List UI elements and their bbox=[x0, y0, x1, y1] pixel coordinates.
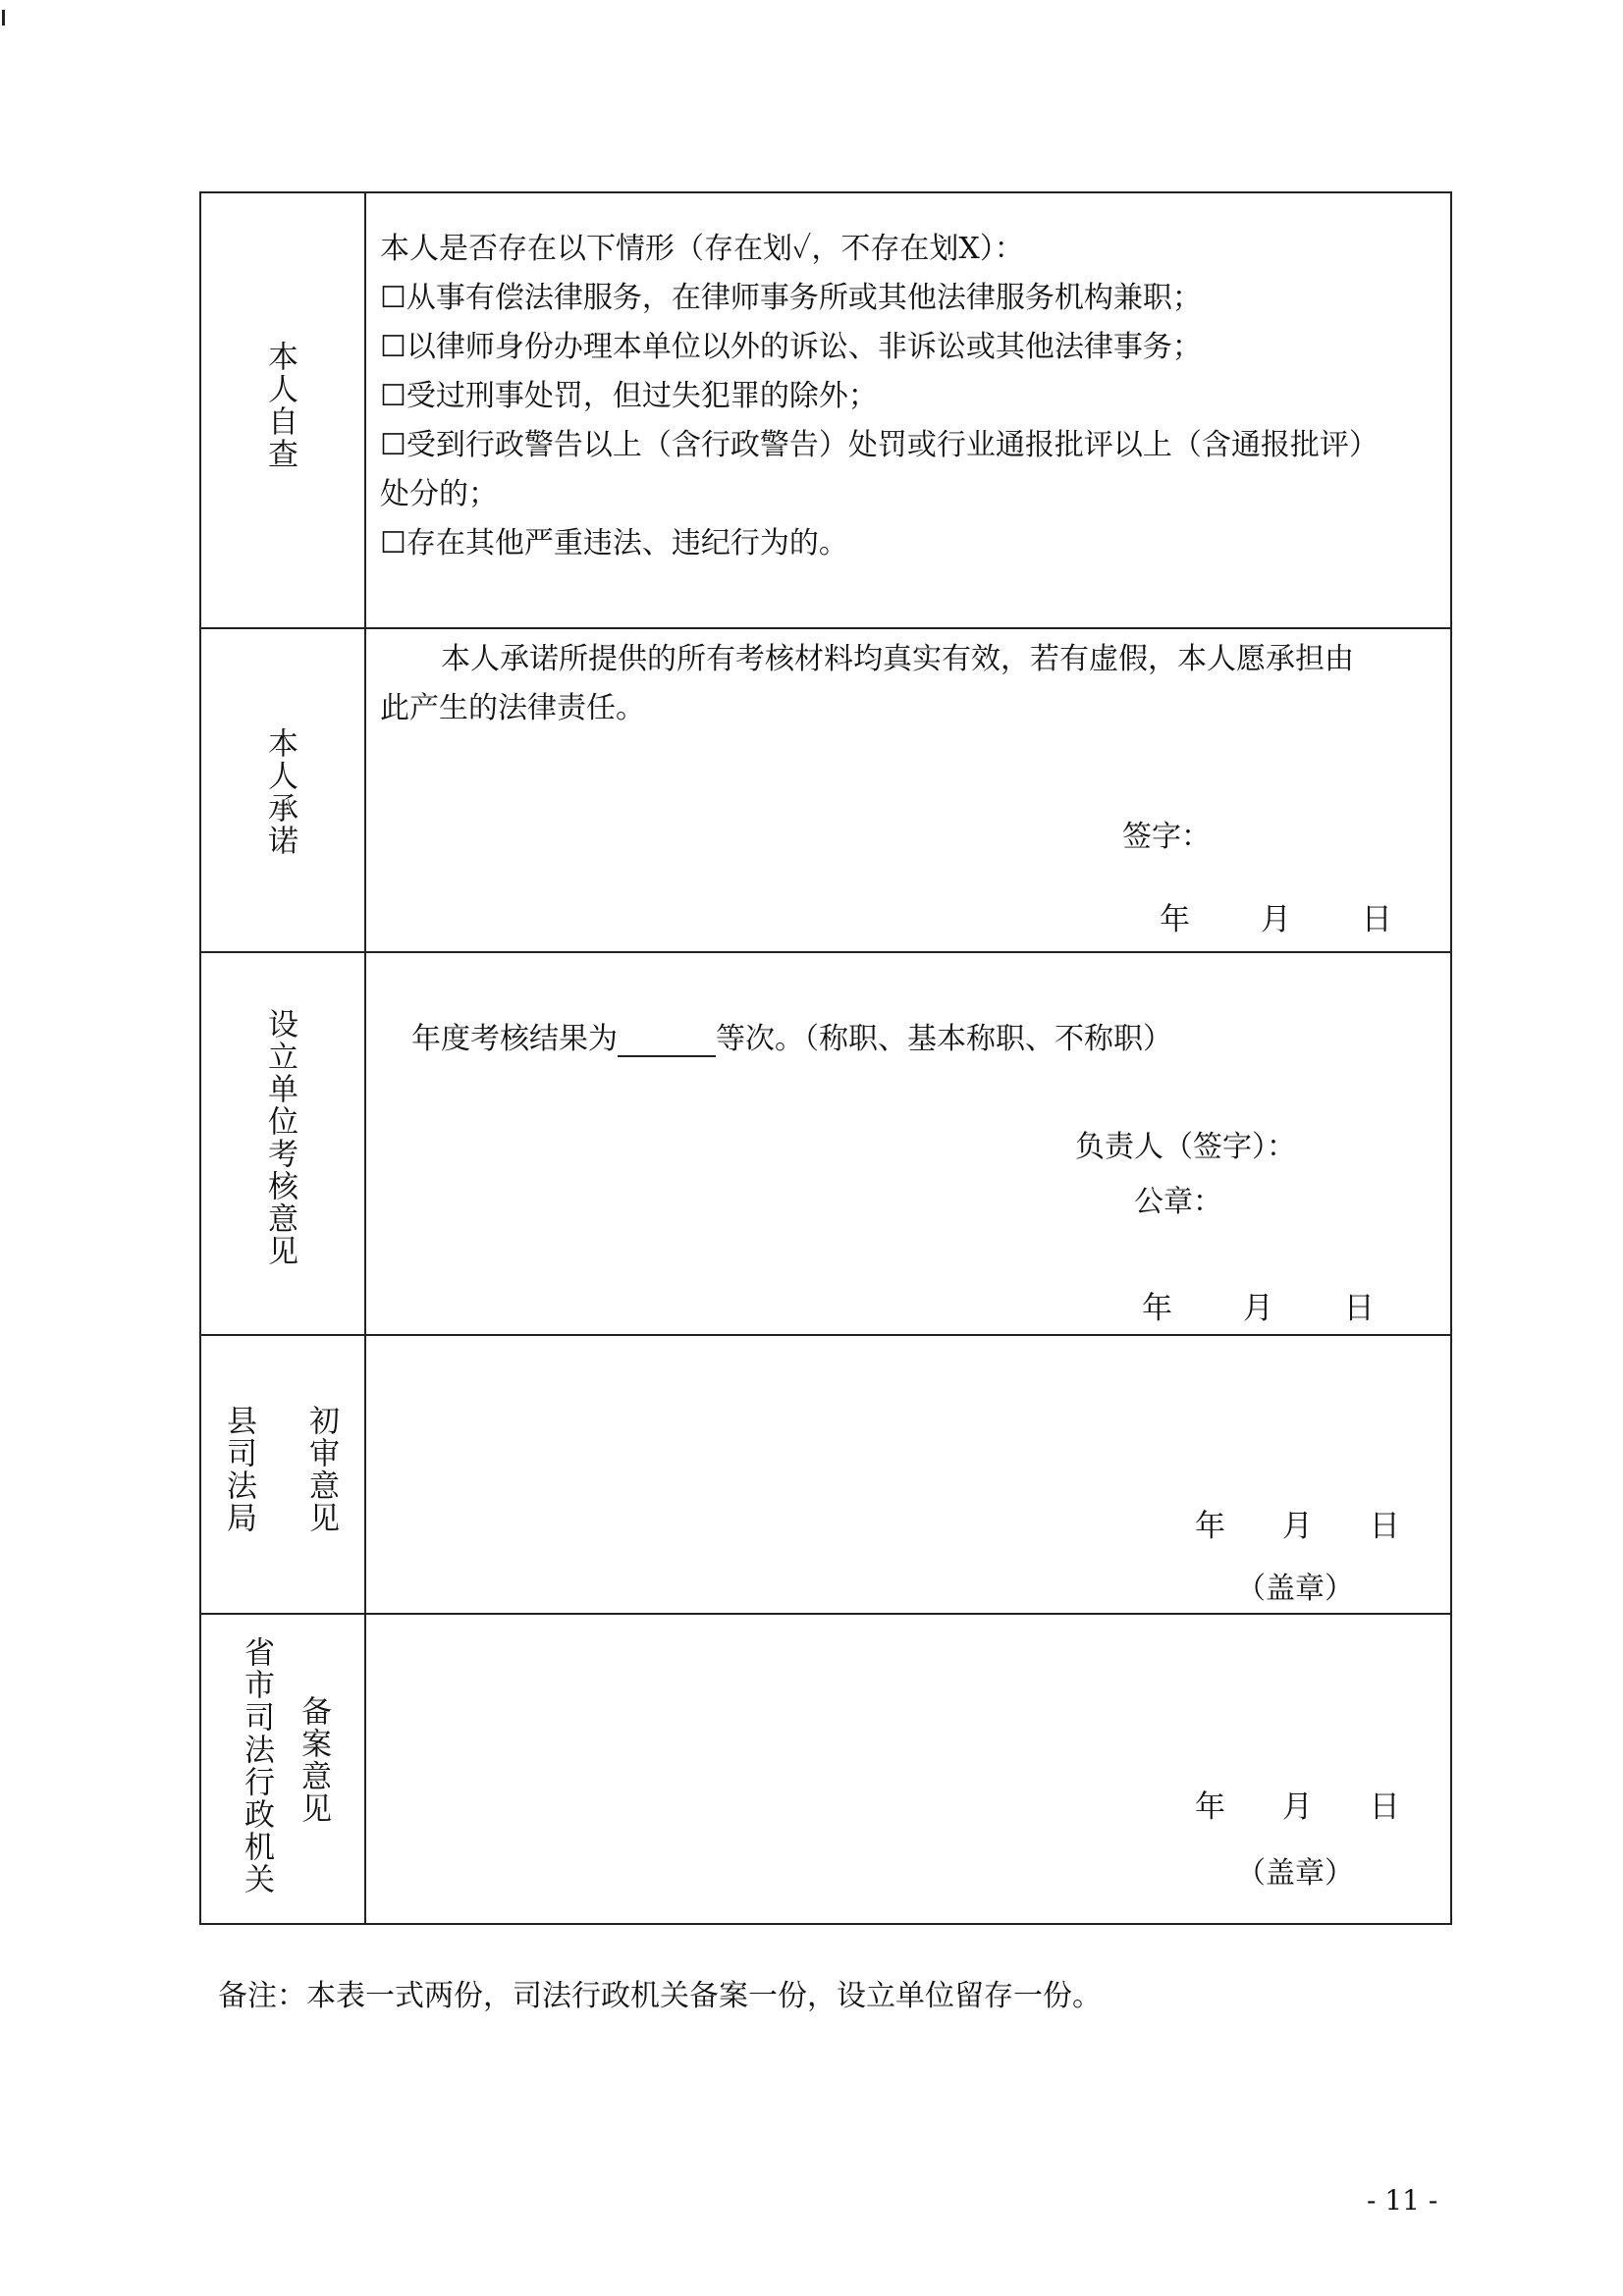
commitment-signature: 签字： bbox=[1122, 820, 1211, 854]
commitment-line-1: 本人承诺所提供的所有考核材料均真实有效，若有虚假，本人愿承担由 bbox=[441, 642, 1354, 676]
self-check-item-administrative-cont: 处分的； bbox=[380, 477, 498, 511]
provincial-label-cell bbox=[201, 1615, 366, 1923]
county-bureau-stamp: （盖章） bbox=[1236, 1572, 1354, 1606]
provincial-date bbox=[1195, 1782, 1400, 1826]
county-bureau-label-col2: 初审意见 bbox=[303, 1405, 339, 1534]
self-check-intro: 本人是否存在以下情形（存在划✓，不存在划Ⅹ）： bbox=[380, 232, 1024, 266]
date-year: 年 bbox=[1195, 1789, 1225, 1825]
commitment-text bbox=[380, 635, 1354, 733]
self-check-content bbox=[366, 193, 1450, 627]
date-month: 月 bbox=[1281, 1789, 1313, 1825]
date-day: 日 bbox=[1369, 1789, 1400, 1825]
self-check-item-criminal: ☐受过刑事处罚，但过失犯罪的除外； bbox=[380, 379, 878, 413]
county-bureau-label-col1: 县司法局 bbox=[221, 1405, 256, 1534]
unit-review-principal: 负责人（签字）： bbox=[1075, 1130, 1296, 1164]
date-year: 年 bbox=[1195, 1509, 1225, 1544]
provincial-content bbox=[366, 1615, 1450, 1923]
county-bureau-date bbox=[1195, 1501, 1400, 1545]
provincial-row bbox=[201, 1615, 1450, 1923]
unit-review-date bbox=[1142, 1283, 1375, 1327]
county-bureau-label-cell bbox=[201, 1336, 366, 1613]
county-bureau-content bbox=[366, 1336, 1450, 1613]
unit-review-seal: 公章： bbox=[1134, 1185, 1222, 1219]
county-bureau-row bbox=[201, 1336, 1450, 1615]
commitment-label-cell bbox=[201, 629, 366, 951]
date-day: 日 bbox=[1369, 1509, 1400, 1544]
self-check-item-other: ☐存在其他严重违法、违纪行为的。 bbox=[380, 526, 848, 561]
commitment-label: 本人承诺 bbox=[262, 727, 298, 857]
unit-review-row bbox=[201, 953, 1450, 1336]
date-month: 月 bbox=[1242, 1291, 1273, 1326]
scan-mark bbox=[2, 10, 5, 26]
date-year: 年 bbox=[1160, 902, 1190, 937]
date-day: 日 bbox=[1361, 902, 1392, 937]
date-month: 月 bbox=[1281, 1509, 1313, 1544]
self-check-list bbox=[380, 225, 1379, 568]
result-blank bbox=[618, 1028, 716, 1057]
date-day: 日 bbox=[1343, 1291, 1375, 1326]
page-number: - 11 - bbox=[1367, 2184, 1438, 2216]
unit-review-label: 设立单位考核意见 bbox=[262, 1008, 298, 1267]
unit-review-label-cell bbox=[201, 953, 366, 1334]
self-check-label-cell bbox=[201, 193, 366, 627]
self-check-row bbox=[201, 193, 1450, 629]
date-month: 月 bbox=[1260, 902, 1291, 937]
provincial-label-col2: 备案意见 bbox=[296, 1695, 331, 1825]
self-check-item-paid-service: ☐从事有偿法律服务，在律师事务所或其他法律服务机构兼职； bbox=[380, 281, 1202, 315]
commitment-line-2: 此产生的法律责任。 bbox=[380, 691, 645, 725]
assessment-form-table bbox=[199, 191, 1452, 1925]
commitment-date bbox=[1160, 894, 1392, 938]
self-check-item-external-cases: ☐以律师身份办理本单位以外的诉讼、非诉讼或其他法律事务； bbox=[380, 330, 1202, 364]
commitment-content bbox=[366, 629, 1450, 951]
self-check-item-administrative: ☐受到行政警告以上（含行政警告）处罚或行业通报批评以上（含通报批评） bbox=[380, 428, 1379, 462]
result-suffix: 等次。（称职、基本称职、不称职） bbox=[716, 1022, 1172, 1056]
unit-review-result bbox=[411, 1014, 1172, 1057]
commitment-row bbox=[201, 629, 1450, 953]
footer-note: 备注：本表一式两份，司法行政机关备案一份，设立单位留存一份。 bbox=[218, 1979, 1102, 2013]
provincial-label-col1: 省市司法行政机关 bbox=[239, 1636, 274, 1896]
date-year: 年 bbox=[1142, 1291, 1172, 1326]
unit-review-content bbox=[366, 953, 1450, 1334]
provincial-stamp: （盖章） bbox=[1236, 1856, 1354, 1891]
self-check-label: 本人自查 bbox=[262, 341, 298, 470]
result-prefix: 年度考核结果为 bbox=[411, 1022, 618, 1056]
